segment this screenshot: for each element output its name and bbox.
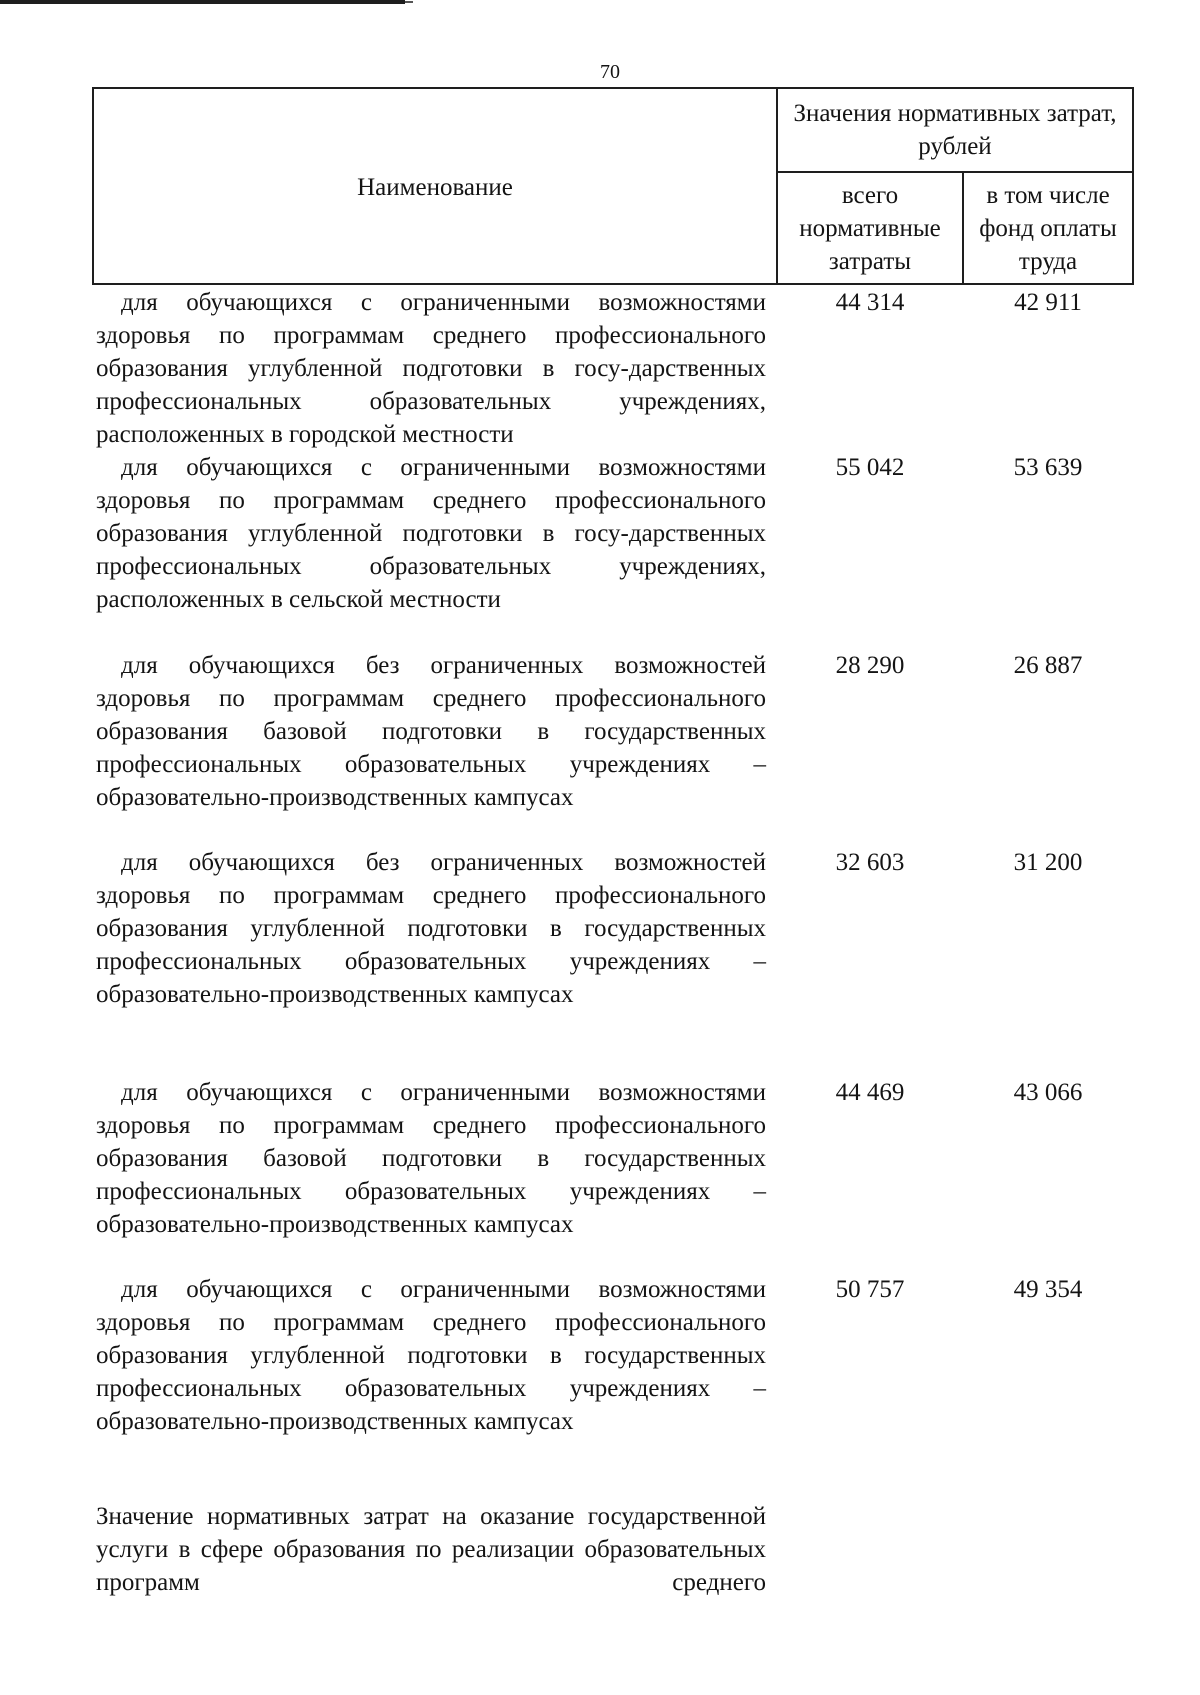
table-row-wage: 43 066: [1013, 1079, 1083, 1106]
table-row-name: для обучающихся с ограниченными возможностями здоровья по программам среднего профессионального образования углубленной подготовки в госу-дарственных профессиональных образовательных учреждениях, расположенных в сельской местности: [96, 454, 766, 613]
table-row-wage: 31 200: [1013, 849, 1083, 876]
table-row-wage: 42 911: [1014, 289, 1082, 316]
table-row-name: для обучающихся с ограниченными возможностями здоровья по программам среднего профессионального образования углубленной подготовки в государственных профессиональных образовательных учреждениях – образовательно-производственных кампусах: [96, 1276, 766, 1435]
table-row-total: 32 603: [835, 849, 905, 876]
header-total-label: всего нормативные затраты: [799, 181, 941, 275]
header-wage-label: в том числе фонд оплаты труда: [979, 181, 1117, 275]
header-name-cell: [92, 87, 778, 285]
table-row-wage: 53 639: [1013, 454, 1083, 481]
table-row-wage: 49 354: [1013, 1276, 1083, 1303]
table-row-name: для обучающихся без ограниченных возможностей здоровья по программам среднего профессионального образования базовой подготовки в государственных профессиональных образовательных учреждениях – образовательно-производственных кампусах: [96, 652, 766, 811]
table-row-wage: 26 887: [1013, 652, 1083, 679]
table-row-total: 44 314: [835, 289, 905, 316]
table-row-name: для обучающихся с ограниченными возможностями здоровья по программам среднего профессионального образования базовой подготовки в государственных профессиональных образовательных учреждениях – образовательно-производственных кампусах: [96, 1079, 766, 1238]
scan-top-rule-tail: [405, 1, 413, 3]
header-wage-cell: [962, 171, 1134, 285]
scan-top-rule: [0, 0, 405, 4]
header-values-group-label: Значения нормативных затрат, рублей: [793, 100, 1117, 160]
table-row-total: 28 290: [835, 652, 905, 679]
header-name-label: Наименование: [357, 174, 513, 201]
header-values-group-cell: [776, 87, 1134, 173]
page-number: 70: [600, 61, 620, 83]
table-row-name: для обучающихся с ограниченными возможностями здоровья по программам среднего профессионального образования углубленной подготовки в госу-дарственных профессиональных образовательных учреждениях, расположенных в городской местности: [96, 289, 766, 448]
header-total-cell: [776, 171, 964, 285]
closing-paragraph: Значение нормативных затрат на оказание государственной услуги в сфере образования по реализации образовательных программ среднего: [96, 1503, 766, 1596]
table-row-total: 44 469: [835, 1079, 905, 1106]
table-row-total: 55 042: [835, 454, 905, 481]
table-row-name: для обучающихся без ограниченных возможностей здоровья по программам среднего профессионального образования углубленной подготовки в государственных профессиональных образовательных учреждениях – образовательно-производственных кампусах: [96, 849, 766, 1008]
table-row-total: 50 757: [835, 1276, 905, 1303]
